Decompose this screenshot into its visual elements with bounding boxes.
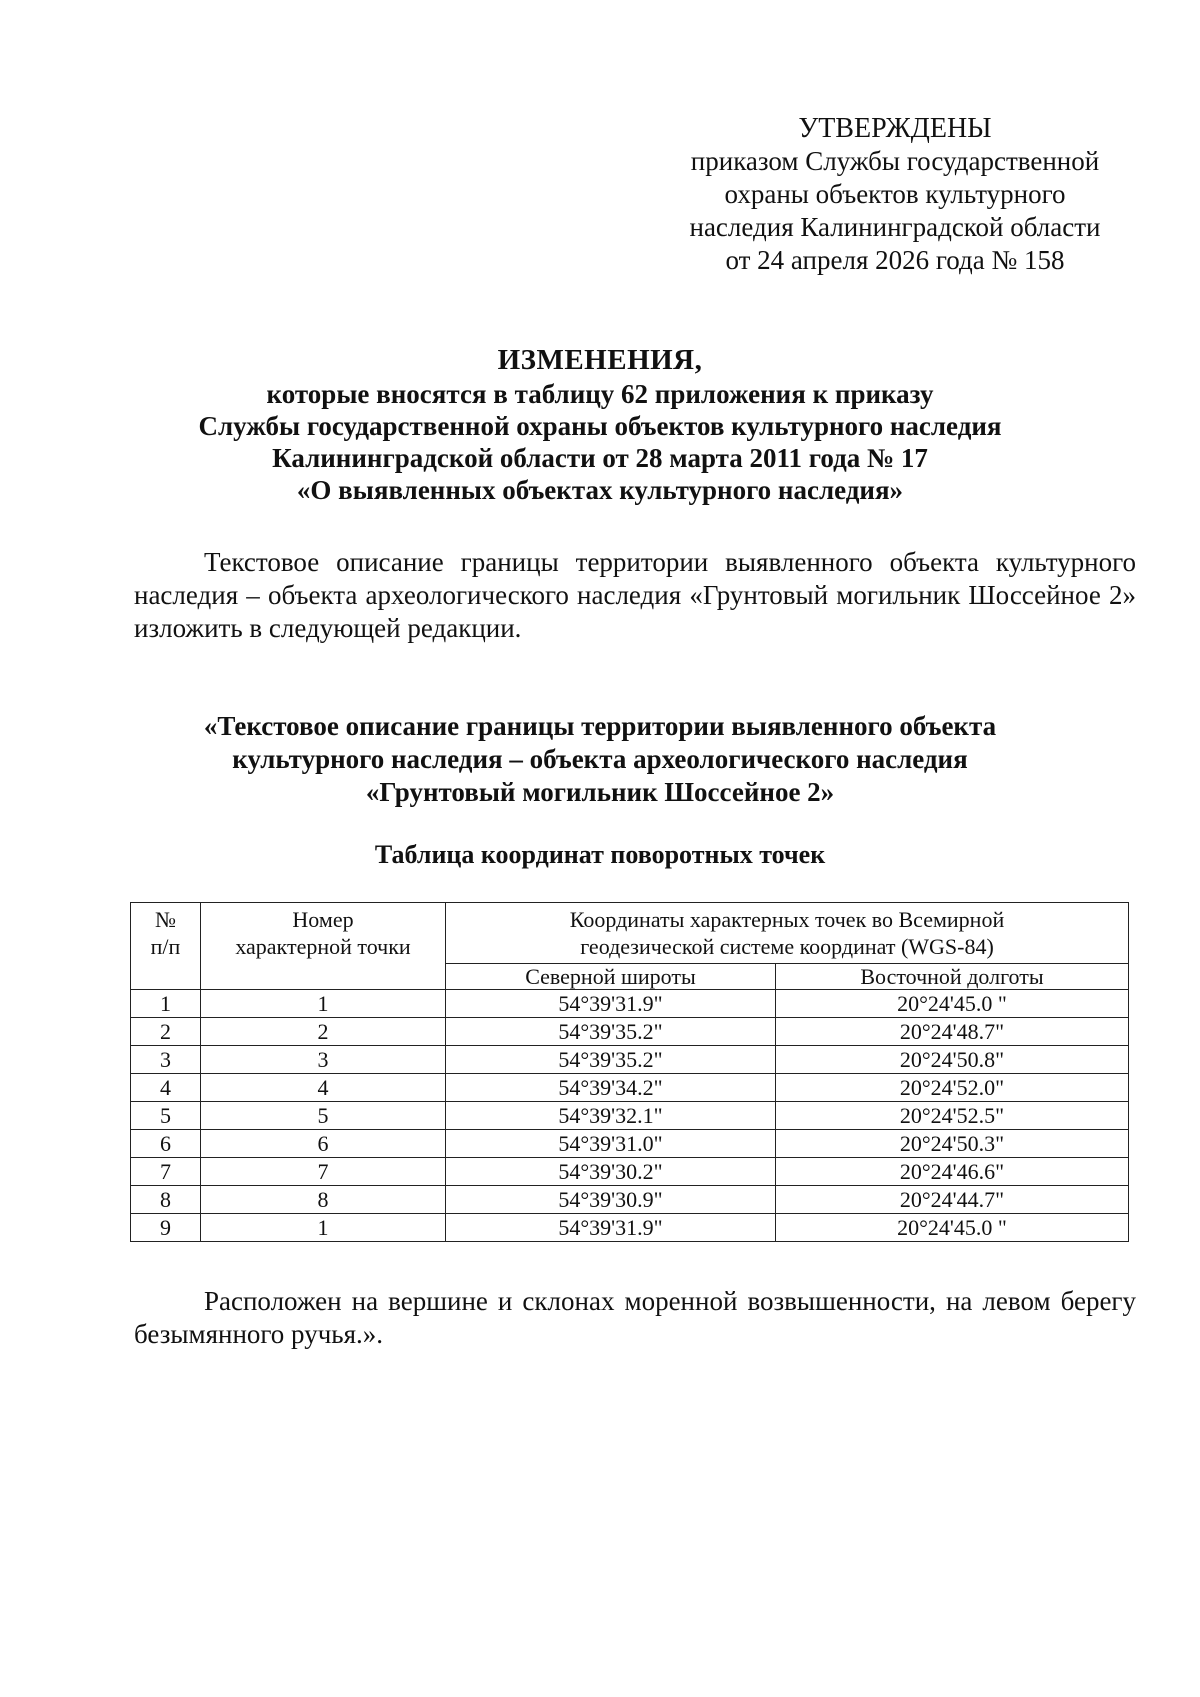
approval-order-line: от 24 апреля 2026 года № 158 [725,245,1065,275]
document-title-line: Калининградской области от 28 марта 2011 года № 17 [272,443,928,473]
header-point-number-line2: характерной точки [235,934,411,959]
document-title-main: ИЗМЕНЕНИЯ, [497,344,703,376]
table-row [131,1046,1129,1074]
cell-point-number: 4 [201,1074,446,1102]
document-title-line: которые вносятся в таблицу 62 приложения к приказу [266,379,934,409]
approval-block [660,112,1130,277]
cell-longitude: 20°24'50.8" [776,1046,1129,1074]
cell-point-number: 7 [201,1158,446,1186]
approval-heading: УТВЕРЖДЕНЫ [798,113,992,144]
cell-longitude: 20°24'52.0" [776,1074,1129,1102]
header-longitude: Восточной долготы [776,964,1129,990]
header-latitude: Северной широты [446,964,776,990]
cell-point-number: 3 [201,1046,446,1074]
cell-latitude: 54°39'30.2" [446,1158,776,1186]
cell-row-number: 4 [131,1074,201,1102]
document-title [0,344,1200,506]
cell-latitude: 54°39'34.2" [446,1074,776,1102]
table-row [131,1214,1129,1242]
table-row [131,990,1129,1018]
cell-latitude: 54°39'31.9" [446,990,776,1018]
header-row-number-line1: № [155,907,176,932]
cell-latitude: 54°39'35.2" [446,1018,776,1046]
cell-row-number: 3 [131,1046,201,1074]
cell-latitude: 54°39'31.0" [446,1130,776,1158]
approval-line: охраны объектов культурного [724,179,1066,209]
approval-line: наследия Калининградской области [689,212,1101,242]
header-coordinates [446,903,1129,964]
cell-row-number: 1 [131,990,201,1018]
section-title-line: «Текстовое описание границы территории выявленного объекта [203,711,997,741]
cell-longitude: 20°24'46.6" [776,1158,1129,1186]
table-row [131,1018,1129,1046]
table-row [131,1158,1129,1186]
cell-longitude: 20°24'45.0 " [776,990,1129,1018]
table-row [131,1186,1129,1214]
table-title: Таблица координат поворотных точек [374,840,826,869]
coordinates-table [130,902,1129,1242]
cell-longitude: 20°24'48.7" [776,1018,1129,1046]
header-row-number-line2: п/п [150,934,181,959]
header-point-number-line1: Номер [292,907,354,932]
cell-point-number: 8 [201,1186,446,1214]
header-point-number [201,903,446,990]
cell-point-number: 1 [201,1214,446,1242]
cell-row-number: 6 [131,1130,201,1158]
header-row-number [131,903,201,990]
cell-point-number: 5 [201,1102,446,1130]
cell-row-number: 7 [131,1158,201,1186]
cell-row-number: 5 [131,1102,201,1130]
cell-longitude: 20°24'44.7" [776,1186,1129,1214]
cell-point-number: 2 [201,1018,446,1046]
cell-point-number: 6 [201,1130,446,1158]
cell-row-number: 2 [131,1018,201,1046]
cell-latitude: 54°39'31.9" [446,1214,776,1242]
intro-paragraph: Текстовое описание границы территории выявленного объекта культурного наследия – объекта археологического наследия «Грунтовый могильник Шоссейное 2» изложить в следующей редакции. [134,547,1136,643]
cell-longitude: 20°24'52.5" [776,1102,1129,1130]
cell-latitude: 54°39'30.9" [446,1186,776,1214]
cell-row-number: 9 [131,1214,201,1242]
cell-row-number: 8 [131,1186,201,1214]
document-title-line: «О выявленных объектах культурного наследия» [296,475,904,505]
section-title-line: культурного наследия – объекта археологического наследия [232,744,968,774]
section-title [0,710,1200,809]
cell-longitude: 20°24'50.3" [776,1130,1129,1158]
cell-latitude: 54°39'35.2" [446,1046,776,1074]
header-coordinates-line1: Координаты характерных точек во Всемирной [569,907,1005,932]
section-title-line: «Грунтовый могильник Шоссейное 2» [365,777,835,807]
table-row [131,1130,1129,1158]
table-row [131,1074,1129,1102]
header-coordinates-line2: геодезической системе координат (WGS-84) [580,934,994,959]
table-row [131,1102,1129,1130]
cell-longitude: 20°24'45.0 " [776,1214,1129,1242]
cell-point-number: 1 [201,990,446,1018]
cell-latitude: 54°39'32.1" [446,1102,776,1130]
approval-line: приказом Службы государственной [690,146,1100,176]
document-title-line: Службы государственной охраны объектов культурного наследия [198,411,1002,441]
closing-paragraph: Расположен на вершине и склонах моренной возвышенности, на левом берегу безымянного ручья.». [134,1286,1136,1349]
